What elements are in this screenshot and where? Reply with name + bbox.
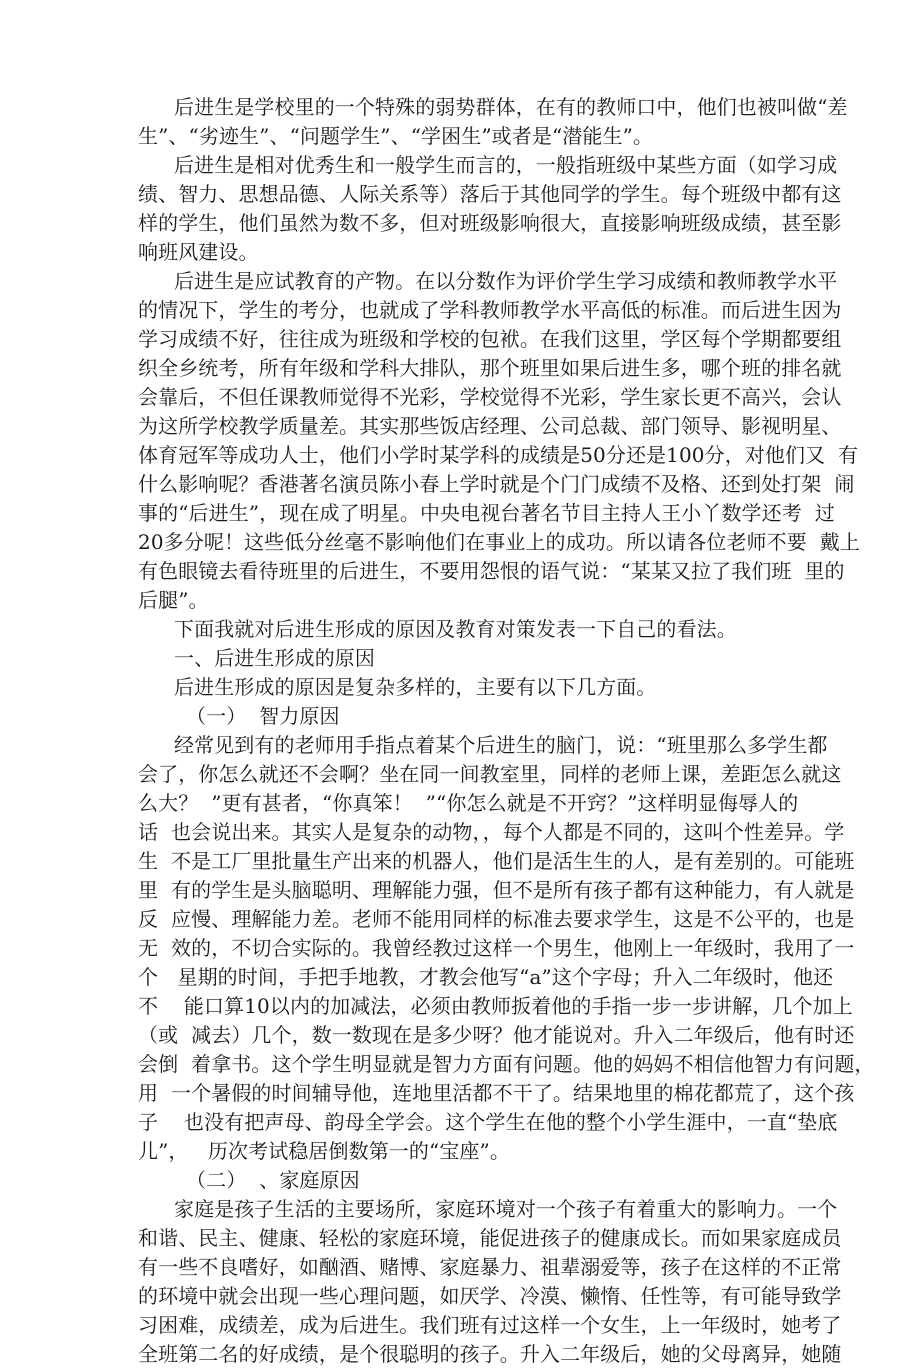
paragraph-line: 样的学生，他们虽然为数不多，但对班级影响很大，直接影响班级成绩，甚至影: [138, 211, 842, 235]
paragraph-line: 后进生是相对优秀生和一般学生而言的，一般指班级中某些方面（如学习成: [174, 153, 838, 177]
paragraph-line: 后进生是应试教育的产物。在以分数作为评价学生学习成绩和教师教学水平: [174, 269, 838, 293]
subsection-heading: （一） 智力原因: [186, 704, 340, 728]
paragraph-line: 后腿”。: [138, 588, 209, 612]
paragraph-line: 后进生是学校里的一个特殊的弱势群体，在有的教师口中，他们也被叫做“差: [174, 95, 848, 119]
paragraph-line: 什么影响呢？香港著名演员陈小春上学时就是个门门成绩不及格、还到处打架 闹: [138, 472, 855, 496]
paragraph-line: 话 也会说出来。其实人是复杂的动物，，每个人都是不同的，这叫个性差异。学: [138, 820, 845, 844]
paragraph-line: 生”、“劣迹生”、“问题学生”、“学困生”或者是“潜能生”。: [138, 124, 654, 148]
paragraph-line: 不 能口算10以内的加减法，必须由教师扳着他的手指一步一步讲解，几个加上: [138, 994, 853, 1018]
paragraph-line: 体育冠军等成功人士，他们小学时某学科的成绩是50分还是100分，对他们又 有: [138, 443, 859, 467]
paragraph-line: 下面我就对后进生形成的原因及教育对策发表一下自己的看法。: [174, 617, 737, 641]
paragraph-line: 织全乡统考，所有年级和学科大排队，那个班里如果后进生多，哪个班的排名就: [138, 356, 842, 380]
paragraph-line: 后进生形成的原因是复杂多样的，主要有以下几方面。: [174, 675, 657, 699]
paragraph-line: 有色眼镜去看待班里的后进生，不要用怨恨的语气说：“某某又拉了我们班 里的: [138, 559, 845, 583]
paragraph-line: 绩、智力、思想品德、人际关系等）落后于其他同学的学生。每个班级中都有这: [138, 182, 842, 206]
paragraph-line: 反 应慢、理解能力差。老师不能用同样的标准去要求学生，这是不公平的，也是: [138, 907, 855, 931]
paragraph-line: 无 效的，不切合实际的。我曾经教过这样一个男生，他刚上一年级时，我用了一: [138, 936, 855, 960]
paragraph-line: 学习成绩不好，往往成为班级和学校的包袱。在我们这里，学区每个学期都要组: [138, 327, 842, 351]
paragraph-line: 个 星期的时间，手把手地教，才教会他写“a”这个字母；升入二年级时，他还: [138, 965, 834, 989]
paragraph-line: 事的“后进生”，现在成了明星。中央电视台著名节目主持人王小丫数学还考 过: [138, 501, 835, 525]
paragraph-line: 有一些不良嗜好，如酗酒、赌博、家庭暴力、祖辈溺爱等，孩子在这样的不正常: [138, 1255, 842, 1279]
paragraph-line: 和谐、民主、健康、轻松的家庭环境，能促进孩子的健康成长。而如果家庭成员: [138, 1226, 842, 1250]
paragraph-line: 会了，你怎么就还不会啊？坐在同一间教室里，同样的老师上课，差距怎么就这: [138, 762, 842, 786]
paragraph-line: （或 减去）几个，数一数现在是多少呀？他才能说对。升入二年级后，他有时还: [138, 1023, 855, 1047]
paragraph-line: 为这所学校教学质量差。其实那些饭店经理、公司总裁、部门领导、影视明星、: [138, 414, 842, 438]
document-body: [138, 93, 875, 1369]
paragraph-line: 子 也没有把声母、韵母全学会。这个学生在他的整个小学生涯中，一直“垫底: [138, 1110, 838, 1134]
paragraph-line: 全班第二名的好成绩，是个很聪明的孩子。升入二年级后，她的父母离异，她随: [138, 1342, 842, 1366]
paragraph-line: 习困难，成绩差，成为后进生。我们班有过这样一个女生，上一年级时，她考了: [138, 1313, 842, 1337]
section-heading: 一、后进生形成的原因: [174, 646, 375, 670]
paragraph-line: 会靠后，不但任课教师觉得不光彩，学校觉得不光彩，学生家长更不高兴，会认: [138, 385, 842, 409]
paragraph-line: 生 不是工厂里批量生产出来的机器人，他们是活生生的人，是有差别的。可能班: [138, 849, 855, 873]
paragraph-line: 用 一个暑假的时间辅导他，连地里活都不干了。结果地里的棉花都荒了，这个孩: [138, 1081, 855, 1105]
paragraph-line: 家庭是孩子生活的主要场所，家庭环境对一个孩子有着重大的影响力。一个: [174, 1197, 838, 1221]
paragraph-line: 的环境中就会出现一些心理问题，如厌学、冷漠、懒惰、任性等，有可能导致学: [138, 1284, 842, 1308]
paragraph-line: 会倒 着拿书。这个学生明显就是智力方面有问题。他的妈妈不相信他智力有问题，: [138, 1052, 875, 1076]
paragraph-line: 么大？ ”更有甚者，“你真笨！ ”“你怎么就是不开窍？”这样明显侮辱人的: [138, 791, 799, 815]
paragraph-line: 响班风建设。: [138, 240, 259, 264]
paragraph-line: 20多分呢！这些低分丝毫不影响他们在事业上的成功。所以请各位老师不要 戴上: [138, 530, 860, 554]
paragraph-line: 的情况下，学生的考分，也就成了学科教师教学水平高低的标准。而后进生因为: [138, 298, 842, 322]
paragraph-line: 经常见到有的老师用手指点着某个后进生的脑门，说：“班里那么多学生都: [174, 733, 828, 757]
paragraph-line: 儿”， 历次考试稳居倒数第一的“宝座”。: [138, 1139, 510, 1163]
paragraph-line: 里 有的学生是头脑聪明、理解能力强，但不是所有孩子都有这种能力，有人就是: [138, 878, 855, 902]
subsection-heading: （二） 、家庭原因: [186, 1168, 360, 1192]
